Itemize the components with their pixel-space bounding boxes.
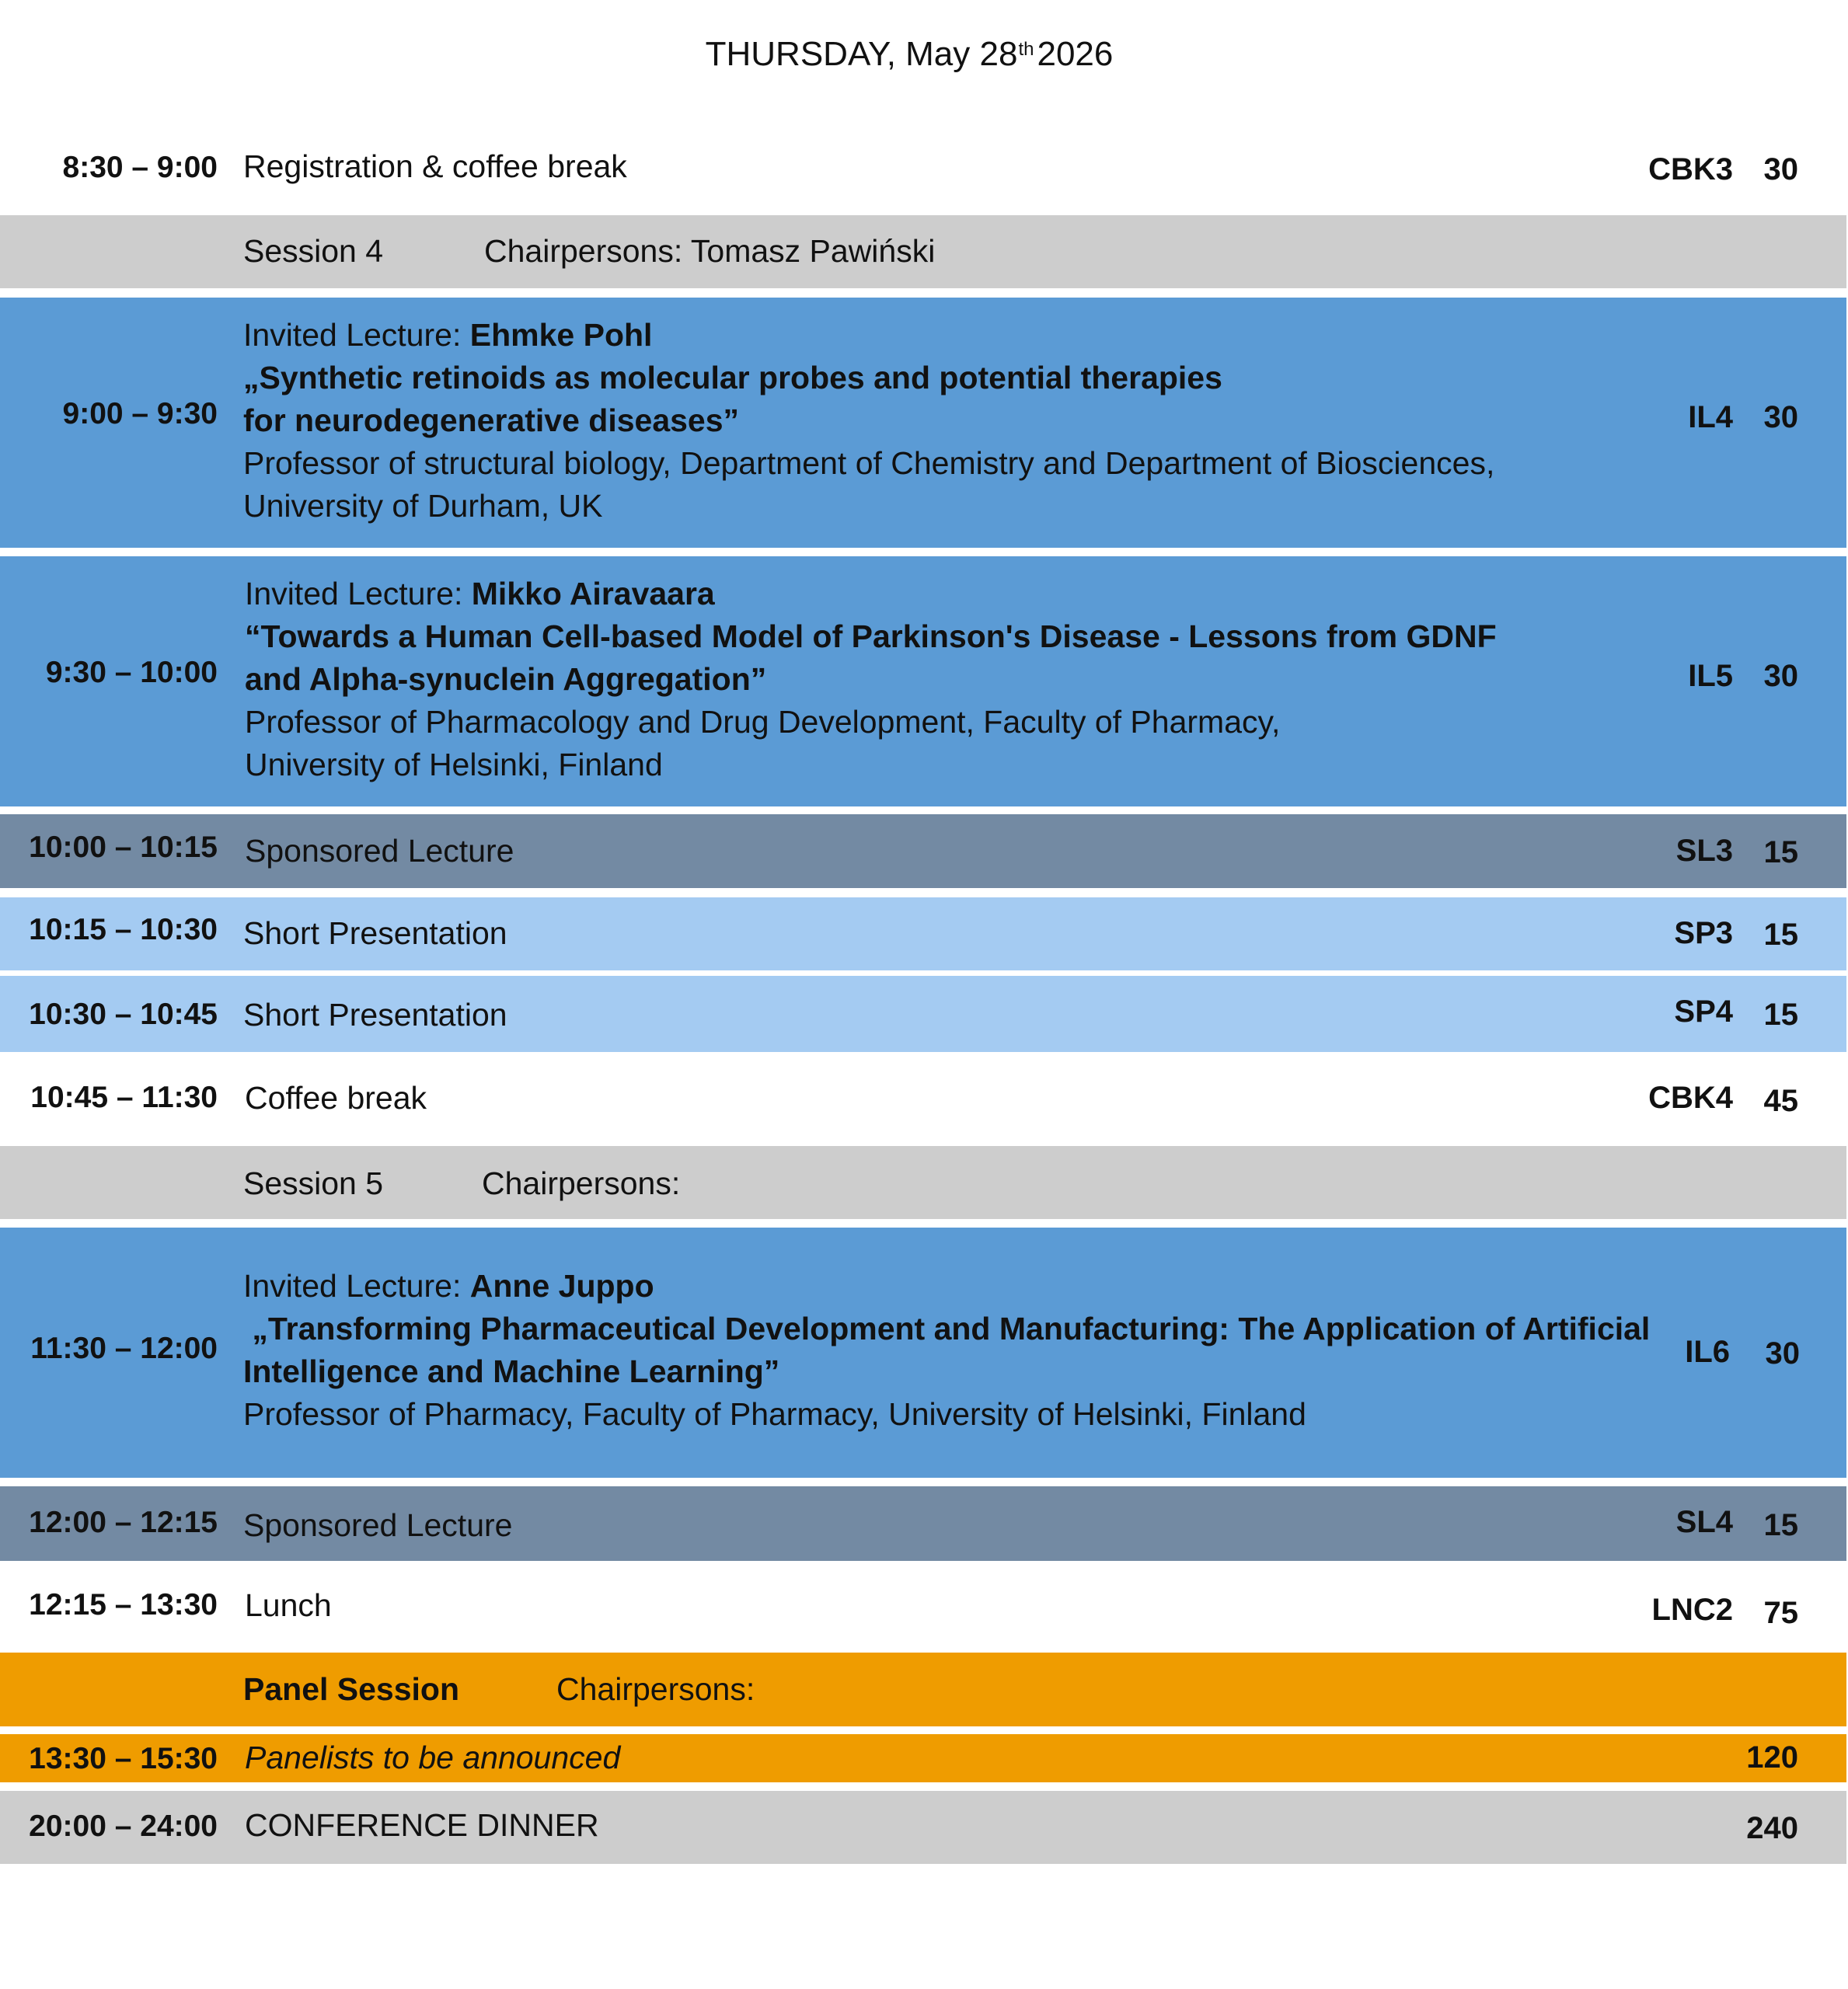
item-title: Lunch [245, 1587, 332, 1623]
item-duration: 15 [1763, 1508, 1798, 1542]
day-title-date: THURSDAY, May 28 [705, 35, 1018, 73]
time-slot: 12:00 – 12:15 [29, 1506, 218, 1539]
time-slot: 9:30 – 10:00 [45, 656, 218, 689]
item-title: Short Presentation [243, 915, 507, 951]
schedule-row-invited-lecture-il4 [0, 298, 1846, 548]
lecture-affiliation-line-2: University of Durham, UK [243, 488, 603, 524]
lecture-details [245, 573, 1497, 786]
lecture-title-line-2: and Alpha-synuclein Aggregation” [245, 661, 767, 697]
lecture-affiliation-line-1: Professor of structural biology, Department of Chemistry and Department of Biosciences, [243, 445, 1495, 481]
lecture-speaker-line [243, 314, 1494, 357]
time-slot: 12:15 – 13:30 [29, 1588, 218, 1622]
schedule-row-invited-lecture-il6 [0, 1228, 1846, 1478]
item-title: Sponsored Lecture [243, 1507, 513, 1543]
lecture-details [243, 1265, 1650, 1436]
session-title: Session 4 [243, 233, 384, 269]
lecture-title-line-2: Intelligence and Machine Learning” [243, 1353, 780, 1389]
item-title: Short Presentation [243, 997, 507, 1033]
schedule-row-conference-dinner [0, 1791, 1846, 1864]
session-chairpersons: Chairpersons: [556, 1671, 755, 1707]
item-title: Coffee break [245, 1080, 427, 1116]
lecture-title-line-1: “Towards a Human Cell-based Model of Parkinson's Disease - Lessons from GDNF [245, 618, 1497, 654]
chairpersons-names: Tomasz Pawiński [690, 233, 936, 269]
session-header-5 [0, 1146, 1846, 1219]
lecture-affiliation-line-1: Professor of Pharmacy, Faculty of Pharmacy, University of Helsinki, Finland [243, 1396, 1306, 1432]
lecture-title-line-1: „Transforming Pharmaceutical Development and Manufacturing: The Application of Artificial [243, 1311, 1651, 1346]
lecture-label: Invited Lecture: [245, 576, 463, 611]
lecture-title-line-1: „Synthetic retinoids as molecular probes and potential therapies [243, 360, 1222, 395]
lecture-speaker-line [245, 573, 1497, 615]
lecture-speaker: Ehmke Pohl [469, 317, 653, 353]
schedule-row-short-presentation-sp4 [0, 976, 1846, 1052]
item-duration: 75 [1763, 1596, 1798, 1630]
item-code: SL3 [1675, 834, 1733, 868]
schedule-row-panelists [0, 1734, 1846, 1782]
lecture-speaker-line [243, 1265, 1650, 1308]
lecture-details [243, 314, 1494, 528]
item-duration: 240 [1746, 1811, 1798, 1845]
item-duration: 30 [1763, 152, 1798, 186]
time-slot: 10:30 – 10:45 [29, 998, 218, 1031]
lecture-label: Invited Lecture: [243, 1268, 462, 1304]
session-title: Session 5 [243, 1165, 384, 1201]
time-slot: 11:30 – 12:00 [30, 1332, 218, 1365]
item-code: CBK4 [1648, 1081, 1733, 1115]
session-header-4 [0, 215, 1846, 288]
lecture-speaker: Anne Juppo [469, 1268, 654, 1304]
schedule-row-coffee-break [0, 1054, 1846, 1144]
item-duration: 15 [1763, 918, 1798, 952]
time-slot: 8:30 – 9:00 [62, 151, 218, 184]
schedule-row-invited-lecture-il5 [0, 556, 1846, 806]
schedule-row-short-presentation-sp3 [0, 897, 1846, 970]
time-slot: 13:30 – 15:30 [29, 1742, 218, 1775]
session-header-panel [0, 1653, 1846, 1726]
item-duration: 30 [1765, 1336, 1800, 1371]
time-slot: 9:00 – 9:30 [62, 397, 218, 430]
item-duration: 30 [1763, 659, 1798, 693]
item-duration: 15 [1763, 835, 1798, 869]
session-chairpersons [484, 229, 935, 273]
lecture-affiliation-line-1: Professor of Pharmacology and Drug Development, Faculty of Pharmacy, [245, 704, 1281, 740]
day-title-suffix: th [1018, 39, 1034, 60]
schedule-row-registration [0, 124, 1846, 214]
schedule-row-sponsored-lecture-sl3 [0, 814, 1846, 888]
lecture-speaker: Mikko Airavaara [471, 576, 715, 611]
item-duration: 30 [1763, 400, 1798, 434]
item-title: CONFERENCE DINNER [245, 1807, 599, 1843]
item-title: Registration & coffee break [243, 148, 627, 184]
item-duration: 120 [1746, 1740, 1798, 1775]
item-title: Sponsored Lecture [245, 833, 514, 869]
item-code: IL5 [1688, 659, 1733, 693]
item-code: IL6 [1685, 1335, 1730, 1369]
lecture-label: Invited Lecture: [243, 317, 462, 353]
lecture-title-line-2: for neurodegenerative diseases” [243, 402, 740, 438]
time-slot: 10:45 – 11:30 [30, 1081, 218, 1114]
item-title: Panelists to be announced [245, 1740, 621, 1775]
session-chairpersons: Chairpersons: [482, 1165, 681, 1201]
chairpersons-label: Chairpersons: [484, 233, 683, 269]
item-code: CBK3 [1648, 152, 1733, 186]
time-slot: 10:15 – 10:30 [29, 913, 218, 946]
item-code: SP4 [1674, 994, 1733, 1029]
day-title-year: 2026 [1037, 35, 1114, 73]
item-duration: 45 [1763, 1084, 1798, 1118]
item-code: LNC2 [1651, 1593, 1733, 1627]
item-code: SP3 [1674, 916, 1733, 950]
time-slot: 10:00 – 10:15 [29, 831, 218, 864]
item-duration: 15 [1763, 998, 1798, 1032]
time-slot: 20:00 – 24:00 [29, 1810, 218, 1843]
day-title [0, 31, 1818, 78]
lecture-affiliation-line-2: University of Helsinki, Finland [245, 747, 663, 782]
item-code: IL4 [1688, 400, 1733, 434]
session-title: Panel Session [243, 1671, 460, 1707]
schedule-row-lunch [0, 1562, 1846, 1651]
schedule-row-sponsored-lecture-sl4 [0, 1486, 1846, 1561]
item-code: SL4 [1675, 1505, 1733, 1539]
